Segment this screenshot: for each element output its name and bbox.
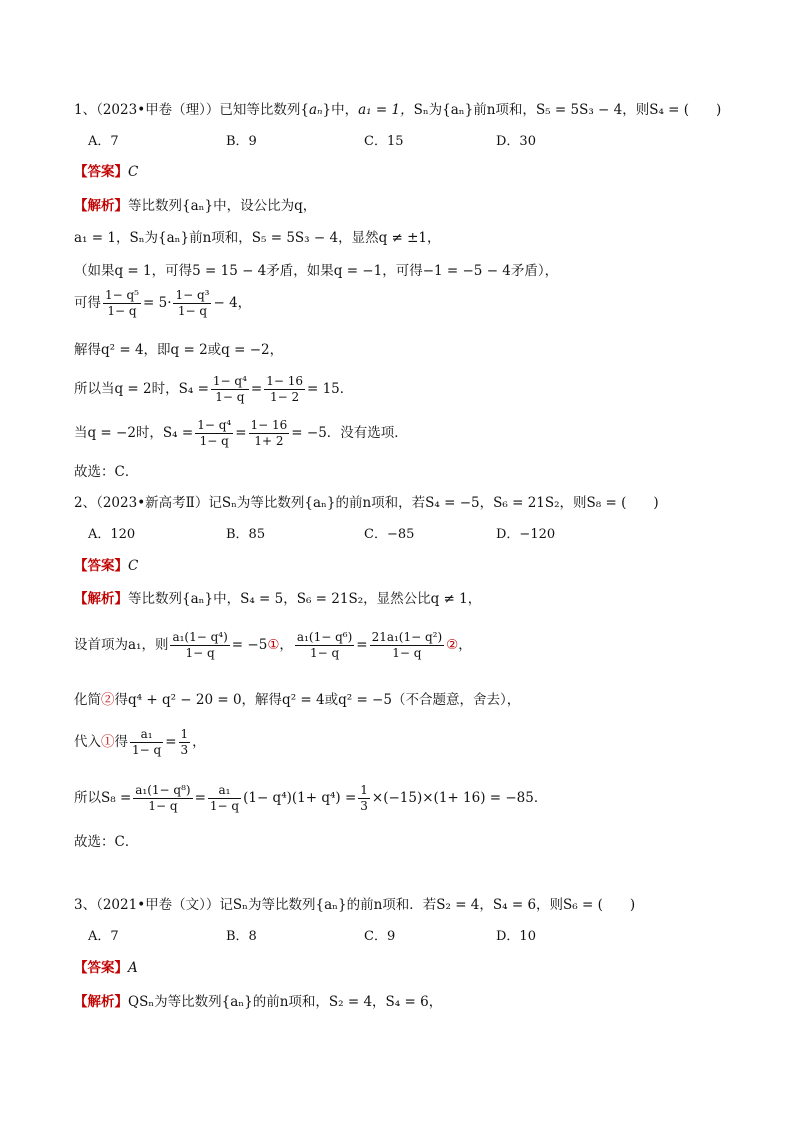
q2-a3-post: 得q⁴ + q² − 20 = 0，解得q² = 4或q² = −5（不合题意，舍去）， [114,692,521,708]
frac-num: a₁ [130,727,163,743]
q1-analysis-1 [74,197,316,215]
q2-a2-mid: = −5 [231,637,268,653]
frac-num: 1− q³ [175,288,210,302]
q2-a5-post: ×(−15)×(1+ 16) = −85． [371,790,548,806]
fraction [170,630,229,661]
circled-one: ① [101,734,115,750]
frac-num: 1− q⁴ [212,374,247,388]
fraction [173,288,211,319]
q1-a6-post: = 15． [306,381,354,397]
frac-num: 1− 16 [266,374,303,388]
q1-option-c: C．15 [364,134,404,149]
frac-den: 1+ 2 [254,434,284,448]
circled-one: ① [267,637,280,653]
q2-a3-pre: 化简 [74,692,101,708]
q2-analysis-3 [74,691,520,709]
frac-den: 3 [180,743,189,757]
q1-answer-value: C [128,164,139,180]
q1-a6-pre: 所以当q = 2时，S₄ = [74,381,209,397]
q1-stem-pre: 1、（2023•甲卷（理））已知等比数列{ [74,102,309,118]
q2-a4-post: ， [192,734,206,750]
q1-a7-post: = −5．没有选项． [291,425,408,441]
q1-a4-pre: 可得 [74,295,101,311]
frac-num: 1 [180,727,189,741]
frac-den: 1− q [392,646,422,660]
frac-den: 1− q [148,799,178,813]
q1-stem-mid: }中， [322,102,359,118]
fraction [208,783,241,814]
q3-option-c: C．9 [364,929,396,944]
q1-analysis-2: a₁ = 1，Sₙ为{aₙ}前n项和，S₅ = 5S₃ − 4，显然q ≠ ±1， [74,230,441,246]
q3-answer [74,959,138,977]
eq: = [250,381,263,397]
frac-num: a₁(1− q⁸) [135,783,191,797]
q1-stem-sn: Sₙ为{aₙ}前n项和， [413,102,536,118]
q1-analysis-6 [74,374,353,405]
frac-den: 3 [360,799,368,813]
fraction [179,727,191,758]
fraction [370,630,445,661]
q1-stem: 1、（2023•甲卷（理））已知等比数列{aₙ}中，a₁ = 1，Sₙ为{aₙ}前n项和，S₅ = 5S₃ − 4，则S₄ = ( ) [74,102,722,118]
circled-two: ② [446,637,459,653]
frac-den: 1− 2 [270,390,300,404]
frac-num: a₁ [208,783,241,799]
fraction [264,374,305,405]
frac-den: 1− q [185,646,215,660]
fraction [133,783,192,814]
q3-a-line1: QSₙ为等比数列{aₙ}的前n项和，S₂ = 4，S₄ = 6， [128,994,443,1010]
q3-option-d: D．10 [496,929,536,944]
fraction [249,418,290,449]
q1-a4-mid: = 5· [143,295,172,311]
q2-stem: 2、（2023•新高考Ⅱ）记Sₙ为等比数列{aₙ}的前n项和，若S₄ = −5，S₆ = 21S₂，则S₈ = ( ) [74,495,659,511]
frac-num: 1− q⁴ [197,418,232,432]
fraction [295,630,354,661]
q3-option-a: A．7 [88,929,119,944]
q2-answer-value: C [128,558,139,574]
q1-a7-pre: 当q = −2时，S₄ = [74,425,194,441]
q2-a4-mid: 得 [114,734,128,750]
q1-analysis-4 [74,288,251,319]
q2-a5-mid: (1− q⁴)(1+ q⁴) = [243,790,357,806]
frac-den: 1− q [107,304,137,318]
q1-stem-cond: S₅ = 5S₃ − 4，则S₄ = ( ) [535,102,722,118]
fraction [195,418,233,449]
analysis-label: 【解析】 [74,198,128,214]
frac-den: 1− q [199,434,229,448]
q1-option-d: D．30 [496,134,536,149]
q2-a4-pre: 代入 [74,734,101,750]
q1-analysis-8: 故选：C． [74,464,139,480]
q2-answer [74,557,138,575]
sep: ， [279,637,293,653]
fraction [130,727,163,758]
fraction [103,288,141,319]
q1-stem-a1: a₁ = 1， [358,102,414,118]
frac-den: 1− q [132,743,162,757]
q3-analysis-1 [74,993,442,1011]
q1-analysis-3: （如果q = 1，可得5 = 15 − 4矛盾，如果q = −1，可得−1 = −5 − 4矛盾）， [74,263,559,279]
q1-option-b: B．9 [226,134,257,149]
q3-option-b: B．8 [226,929,257,944]
q2-option-b: B．85 [226,527,266,542]
q2-option-d: D．−120 [496,527,556,542]
frac-den: 1− q [177,304,208,318]
q2-analysis-2 [74,630,472,661]
q1-analysis-5: 解得q² = 4，即q = 2或q = −2， [74,342,284,358]
q2-option-a: A．120 [88,527,136,542]
fraction [211,374,249,405]
q1-analysis-7 [74,418,408,449]
frac-num: 21a₁(1− q²) [371,630,443,644]
q2-a5-pre: 所以S₈ = [74,790,132,806]
answer-label: 【答案】 [74,558,128,574]
q3-answer-value: A [128,960,138,976]
frac-den: 1− q [215,390,245,404]
fraction [358,783,370,814]
circled-two: ② [101,692,115,708]
eq: = [356,637,368,653]
frac-num: 1− 16 [250,418,288,432]
q2-a2-pre: 设首项为a₁，则 [74,637,169,653]
answer-label: 【答案】 [74,164,128,180]
analysis-label: 【解析】 [74,994,128,1010]
answer-label: 【答案】 [74,960,128,976]
q2-a2-post: ， [458,637,472,653]
eq: = [194,790,206,806]
analysis-label: 【解析】 [74,591,128,607]
frac-num: 1 [360,783,368,797]
frac-num: a₁(1− q⁶) [296,630,353,644]
q2-analysis-5 [74,783,547,814]
q3-stem: 3、（2021•甲卷（文））记Sₙ为等比数列{aₙ}的前n项和．若S₂ = 4，S₄ = 6，则S₆ = ( ) [74,897,636,913]
q2-option-c: C．−85 [364,527,415,542]
q1-answer [74,163,138,181]
frac-num: 1− q⁵ [105,288,139,302]
q2-analysis-6: 故选：C． [74,834,139,850]
frac-den: 1− q [309,646,340,660]
q1-a-line1: 等比数列{aₙ}中，设公比为q， [128,198,317,214]
q2-analysis-4 [74,727,206,758]
q2-analysis-1 [74,590,481,608]
q1-a4-post: − 4， [213,295,252,311]
frac-num: a₁(1− q⁴) [172,630,228,644]
q2-a-line1: 等比数列{aₙ}中，S₄ = 5，S₆ = 21S₂，显然公比q ≠ 1， [128,591,482,607]
eq: = [165,734,177,750]
eq: = [235,425,247,441]
frac-den: 1− q [209,799,240,813]
q1-option-a: A．7 [88,134,119,149]
